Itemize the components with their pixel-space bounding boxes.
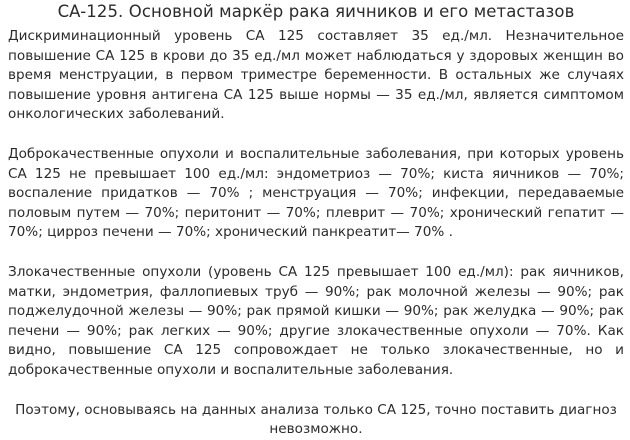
paragraph-malignant-tumors: Злокачественные опухоли (уровень CA 125 превышает 100 ед./мл): рак яичников, матки, эндометрия, фаллопиевых труб — 90%; рак молочной железы — 90%; рак поджелудочной железы — 90%; рак прямой кишки — 90%; рак желудка — 90%; рак печени — 90%; рак легких — 90%; другие злокачественные опухоли — 70%. Как видно, повышение CA 125 сопровождает не только злокачественные, но и доброкачественные опухоли и воспалительные заболевания. [8, 263, 624, 378]
article-title: CA-125. Основной маркёр рака яичников и его метастазов [57, 2, 575, 21]
paragraph-benign-tumors: Доброкачественные опухоли и воспалительные заболевания, при которых уровень CA 125 не превышает 100 ед./мл: эндометриоз — 70%; киста яичников — 70%; воспаление придатков — 70% ; менструация — 70%; инфекции, передаваемые половым путем — 70%; перитонит — 70%; плеврит — 70%; хронический гепатит — 70%; цирроз печени — 70%; хронический панкреатит— 70% . [8, 145, 624, 241]
paragraph-discrimination-level: Дискриминационный уровень CA 125 составляет 35 ед./мл. Незначительное повышение CA 125 в крови до 35 ед./мл может наблюдаться у здоровых женщин во время менструации, в первом триместре беременности. В остальных же случаях повышение уровня антигена CA 125 выше нормы — 35 ед./мл, является симптомом онкологических заболеваний. [8, 28, 624, 123]
paragraph-conclusion: Поэтому, основываясь на данных анализа только CA 125, точно поставить диагноз невозможно. [15, 401, 617, 438]
